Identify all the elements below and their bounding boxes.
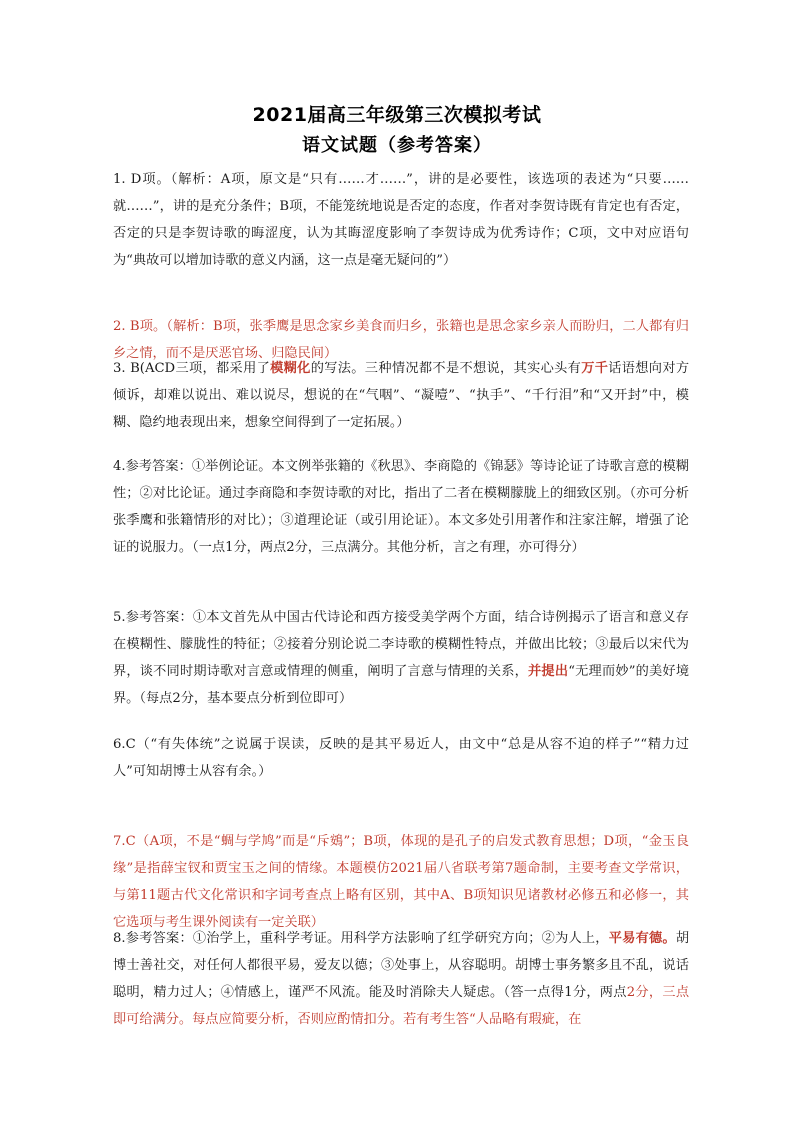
answer-item-3 bbox=[113, 355, 689, 436]
answer-8-text-a: 8.参考答案：①治学上，重科学考证。用科学方法影响了红学研究方向；②为人上， bbox=[113, 931, 609, 946]
answer-item-8 bbox=[113, 925, 689, 1033]
answer-3-text-e: 话语想向对方倾诉，却难以说出、难以说尽，想说的在“气咽”、“凝噎”、“执手”、“千行泪”和“又开封”中，模糊、隐约地表现出来，想象空间得到了一定拓展。） bbox=[113, 361, 690, 430]
answer-8-text-c: 胡博士善社交，对任何人都很平易，爱友以德；③处事上，从容聪明。胡博士事务繁多且不乱，说话聪明，精力过人；④情感上，谨严不风流。能及时消除夫人疑虑。（答一点得1分，两点 bbox=[113, 931, 689, 1000]
answer-item-6: 6.C（“有失体统”之说属于误读，反映的是其平易近人，由文中“总是从容不迫的样子”“精力过人”可知胡博士从容有余。） bbox=[113, 737, 689, 779]
answer-item-4: 4.参考答案：①举例论证。本文例举张籍的《秋思》、李商隐的《锦瑟》等诗论证了诗歌言意的模糊性；②对比论证。通过李商隐和李贺诗歌的对比，指出了二者在模糊朦胧上的细致区别。（亦可分析张季鹰和张籍情形的对比）；③道理论证（或引用论证）。本文多处引用著作和注家注解，增强了论证的说服力。（一点1分，两点2分，三点满分。其他分析，言之有理，亦可得分） bbox=[113, 459, 689, 555]
answer-3-highlight-wanqian: 万千 bbox=[581, 361, 609, 376]
page-subtitle: 语文试题（参考答案） bbox=[302, 135, 492, 156]
answer-5-text-c: “无理而妙”的美好境界。（每点2分，基本要点分析到位即可） bbox=[113, 664, 690, 706]
answer-item-5 bbox=[113, 604, 689, 712]
answer-8-highlight: 平易有德。 bbox=[608, 931, 676, 946]
answer-3-highlight-blur: 模糊化 bbox=[270, 361, 311, 376]
answer-item-1: 1. D项。（解析：A项，原文是“只有……才……”，讲的是必要性，该选项的表述为“只要……就……”，讲的是充分条件；B项，不能笼统地说是否定的态度，作者对李贺诗既有肯定也有否定，否定的只是李贺诗歌的晦涩度，认为其晦涩度影响了李贺诗成为优秀诗作；C项，文中对应语句为“典故可以增加诗歌的意义内涵，这一点是毫无疑问的”） bbox=[113, 172, 689, 268]
answer-item-2: 2. B项。（解析：B项，张季鹰是思念家乡美食而归乡，张籍也是思念家乡亲人而盼归，二人都有归乡之情，而不是厌恶官场、归隐民间） bbox=[113, 319, 689, 361]
answer-3-text-a: 3. B(ACD三项，都采用了 bbox=[113, 361, 271, 376]
answer-3-text-c: 的写法。三种情况都不是不想说，其实心头有 bbox=[310, 361, 582, 376]
answer-5-text-a: 5.参考答案：①本文首先从中国古代诗论和西方接受美学两个方面，结合诗例揭示了语言和意义存在模糊性、朦胧性的特征；②接着分别论说二李诗歌的模糊性特点，并做出比较；③最后以宋代为界，谈不同时期诗歌对言意或情理的侧重，阐明了言意与情理的关系， bbox=[113, 610, 689, 679]
answer-5-highlight: 并提出 bbox=[528, 664, 569, 679]
answer-item-7: 7.C（A项，不是“蜩与学鸠”而是“斥鴳”；B项，体现的是孔子的启发式教育思想；D项，“金玉良缘”是指薛宝钗和贾宝玉之间的情缘。本题模仿2021届八省联考第7题命制，主要考查文学常识，与第11题古代文化常识和字词考查点上略有区别，其中A、B项知识见诸教材必修五和必修一，其它选项与考生课外阅读有一定关联） bbox=[113, 834, 689, 930]
answer-8-text-d: 2分，三点即可给满分。每点应简要分析，否则应酌情扣分。若有考生答“人品略有瑕疵，在 bbox=[113, 985, 690, 1027]
page-title: 2021届高三年级第三次模拟考试 bbox=[252, 104, 542, 126]
